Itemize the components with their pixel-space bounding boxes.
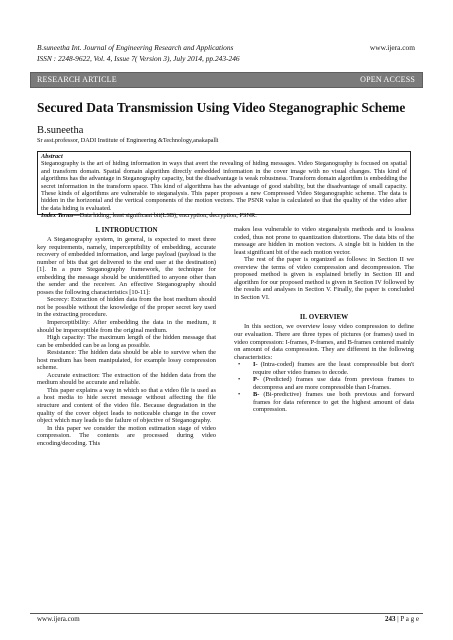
imperceptibility-paragraph: Imperceptibility: After embedding the data in the medium, it should be imperceptible from the original medium. xyxy=(37,319,216,334)
continued-paragraph: makes less vulnerable to video steganalysis methods and is lossless coded, thus not prone to quantization distortions. The data bits of the message are hidden in motion vectors. A single bit is hidden in the least significant bit of the each motion vector. xyxy=(234,226,414,256)
overview-paragraph: In this section, we overview lossy video compression to define our evaluation. There are three types of pictures (or frames) used in video compression: I-frames, P-frames, and B-frames centered mainly on amount of data compression. They are different in the following characteristics: xyxy=(234,323,414,361)
page-number xyxy=(385,614,419,625)
frame-type-text: (Bi-predictive) frames use both previous and forward frames for data reference to get the highest amount of data compression. xyxy=(253,391,414,414)
frame-type-label: P- xyxy=(253,376,260,384)
list-item xyxy=(234,391,414,414)
header-website-link[interactable]: www.ijera.com xyxy=(369,43,415,52)
organization-paragraph: The rest of the paper is organized as follows: in Section II we overview the terms of video compression and decompression. The proposed method is given is explained briefly in Section III and algorithm for our proposed method is given in Section IV followed by the results and analyses in Section V. Finally, the paper is concluded in Section VI. xyxy=(234,256,414,301)
frame-type-text: (Predicted) frames use data from previous frames to decompress and are more compressible than I-frames. xyxy=(253,376,414,391)
index-terms-text: Data hiding, least significant bit(LSB), encryption, decryption, PSNR. xyxy=(79,212,257,220)
frame-types-list xyxy=(234,361,414,414)
section-heading-overview: II. OVERVIEW xyxy=(299,313,349,322)
index-terms-label: Index Terms— xyxy=(41,212,80,220)
frame-type-label: B- xyxy=(253,391,260,399)
capacity-paragraph: High capacity: The maximum length of the hidden message that can be embedded can be as long as possible. xyxy=(37,334,216,349)
paper-purpose-paragraph: This paper explains a way in which so that a video file is used as a host media to hide secret message without affecting the file structure and content of the video file. Because degradation in the quality of the cover object leads to noticeable change in the cover object which may leads to the failure of objective of Steganography. xyxy=(37,386,216,425)
journal-header xyxy=(37,42,337,64)
page-number-value: 243 xyxy=(385,615,396,623)
bullet-icon: • xyxy=(238,391,241,399)
open-access-label: OPEN ACCESS xyxy=(360,75,415,84)
bullet-icon: • xyxy=(238,361,241,369)
frame-type-text: (Intra-coded) frames are the least compressible but don't require other video frames to decode. xyxy=(253,361,414,376)
left-column xyxy=(37,226,216,447)
footer-website-link[interactable]: www.ijera.com xyxy=(37,615,80,623)
journal-issn: ISSN : 2248-9622, Vol. 4, Issue 7( Version 3), July 2014, pp.243-246 xyxy=(37,54,240,63)
page-footer xyxy=(30,613,423,625)
resistance-paragraph: Resistance: The hidden data should be able to survive when the host medium has been manipulated, for example lossy compression scheme. xyxy=(37,349,216,372)
article-type-band xyxy=(30,72,423,88)
abstract-text: Steganography is the art of hiding information in ways that avert the revealing of hiding messages. Video Steganography is focused on spatial and transform domain. Spatial domain algorithm directly embedded information in the cover image with no visual changes. This kind of algorithms has the advantage in Steganography capacity, but the disadvantage is weak robustness. Transform domain algorithm is embedding the secret information in the transform space. This kind of algorithms has the advantage of good stability, but the disadvantage of small capacity. These kinds of algorithms are vulnerable to steganalysis. This paper proposes a new Compressed Video Steganographic scheme. The data is hidden in the horizontal and the vertical components of the motion vectors. The PSNR value is calculated so that the quality of the video after the data hiding is evaluated. xyxy=(41,160,407,212)
research-article-label: RESEARCH ARTICLE xyxy=(37,75,117,84)
intro-paragraph: A Steganography system, in general, is expected to meet three key requirements, namely, imperceptibility of embedding, accurate recovery of embedded information, and large payload (payload is the number of bits that get delivered to the end user at the destination) [1]. In a pure Steganography framework, the technique for embedding the message should be unidentified to anyone other than the sender and the receiver. An effective Steganography should posses the following characteristics [10-11]: xyxy=(37,236,216,296)
extraction-paragraph: Accurate extraction: The extraction of the hidden data from the medium should be accurate and reliable. xyxy=(37,371,216,387)
author-affiliation: Sr asst.professor, DADI Institute of Engineering &Technology,anakapalli xyxy=(37,137,219,144)
author-name: B.suneetha xyxy=(37,125,84,136)
secrecy-paragraph: Secrecy: Extraction of hidden data from the host medium should not be possible without the knowledge of the proper secret key used in the extracting procedure. xyxy=(37,296,216,319)
list-item xyxy=(234,361,414,376)
page-label: | P a g e xyxy=(397,615,419,623)
list-item xyxy=(234,376,414,391)
right-column xyxy=(234,226,414,414)
bullet-icon: • xyxy=(238,376,241,384)
abstract-box xyxy=(37,151,411,220)
paper-title: Secured Data Transmission Using Video Steganographic Scheme xyxy=(37,100,406,115)
frame-type-label: I- xyxy=(253,361,258,369)
section-heading-introduction: I. INTRODUCTION xyxy=(95,226,158,234)
journal-citation: B.suneetha Int. Journal of Engineering Research and Applications xyxy=(37,43,234,52)
motion-estimation-paragraph: In this paper we consider the motion estimation stage of video compression. The contents are processed during video encoding/decoding. This xyxy=(37,424,216,447)
abstract-heading: Abstract xyxy=(41,153,63,160)
